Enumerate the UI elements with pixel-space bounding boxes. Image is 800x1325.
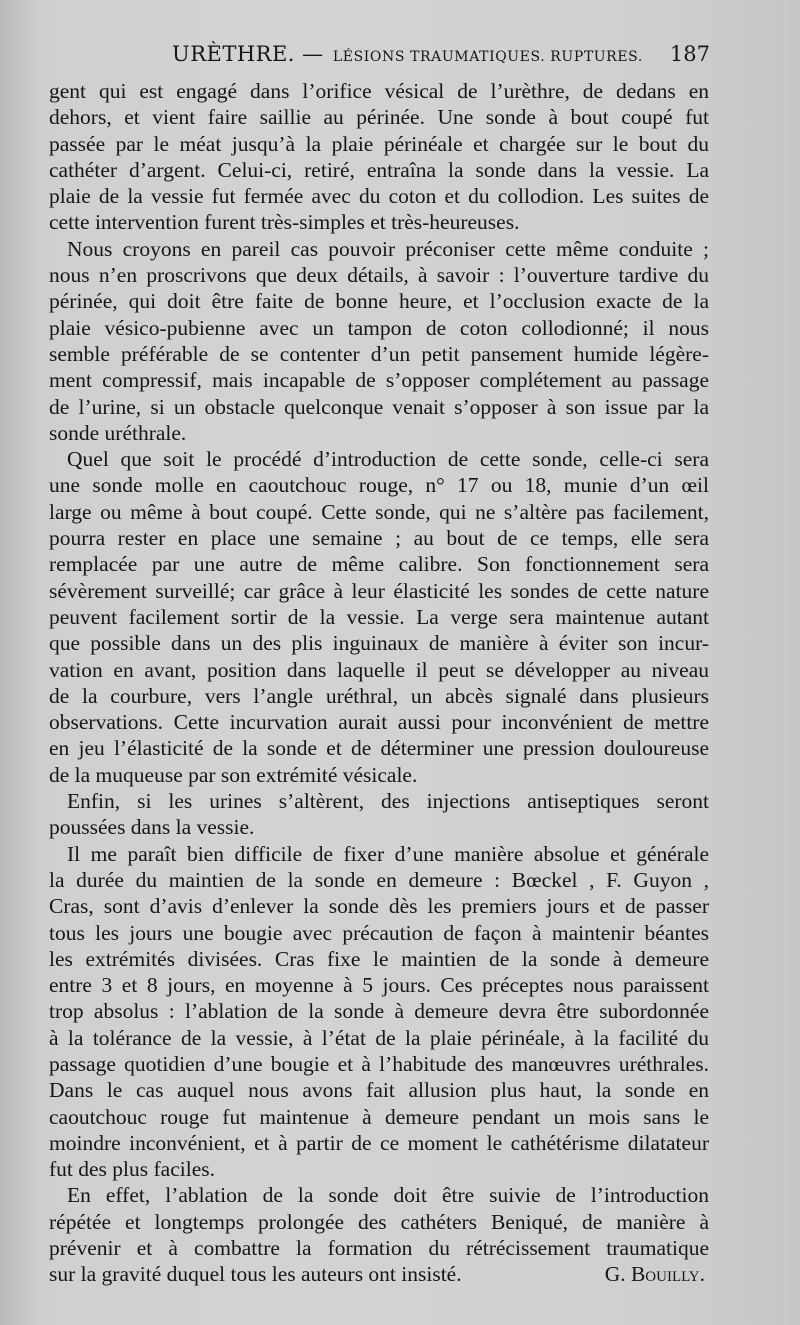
- text-line: les extrémités divisées. Cras fixe le maintien de la sonde à demeure: [49, 946, 709, 971]
- running-title-sub: LÉSIONS TRAUMATIQUES. RUPTURES.: [332, 49, 643, 65]
- text-line: entre 3 et 8 jours, en moyenne à 5 jours. Ces préceptes nous paraissent: [49, 973, 709, 998]
- text-line: de l’urine, si un obstacle quelconque venait s’opposer à son issue par la: [49, 394, 709, 419]
- text-line: cathéter d’argent. Celui-ci, retiré, entraîna la sonde dans la vessie. La: [49, 157, 709, 182]
- text-line: plaie de la vessie fut fermée avec du coton et du collodion. Les suites de: [49, 184, 709, 209]
- text-line: nous n’en proscrivons que deux détails, à savoir : l’ouverture tardive du: [49, 263, 709, 288]
- text-line: dehors, et vient faire saillie au périnée. Une sonde à bout coupé fut: [49, 105, 709, 130]
- text-line: périnée, qui doit être faite de bonne heure, et l’occlusion exacte de la: [49, 289, 709, 314]
- text-line: poussées dans la vessie.: [49, 815, 255, 840]
- text-line: la durée du maintien de la sonde en demeure : Bœckel , F. Guyon ,: [49, 867, 709, 892]
- text-line: ment compressif, mais incapable de s’opposer complétement au passage: [49, 368, 709, 393]
- text-line: que possible dans un des plis inguinaux de manière à éviter son incur-: [49, 631, 709, 656]
- text-line: une sonde molle en caoutchouc rouge, n° 17 ou 18, munie d’un œil: [49, 473, 709, 498]
- text-line: prévenir et à combattre la formation du rétrécissement traumatique: [49, 1236, 709, 1261]
- text-line: à la tolérance de la vessie, à l’état de la plaie périnéale, à la facilité du: [49, 1025, 709, 1050]
- closing-line: [49, 1261, 709, 1287]
- text-line: semble préférable de se contenter d’un petit pansement humide légère-: [49, 341, 709, 366]
- paragraph-start-line: Nous croyons en pareil cas pouvoir préconiser cette même conduite ;: [67, 236, 709, 261]
- text-line: pourra rester en place une semaine ; au bout de ce temps, elle sera: [49, 526, 709, 551]
- text-line: plaie vésico-pubienne avec un tampon de coton collodionné; il nous: [49, 315, 709, 340]
- text-line: de la courbure, vers l’angle uréthral, un abcès signalé dans plusieurs: [49, 683, 709, 708]
- text-line: répétée et longtemps prolongée des cathéters Beniqué, de manière à: [49, 1209, 709, 1234]
- text-line: remplacée par une autre de même calibre. Son fonctionnement sera: [49, 552, 709, 577]
- paragraph-start-line: Enfin, si les urines s’altèrent, des injections antiseptiques seront: [67, 789, 709, 814]
- running-title: [172, 42, 643, 66]
- page-number: 187: [669, 42, 710, 66]
- closing-text: sur la gravité duquel tous les auteurs ont insisté.: [49, 1262, 462, 1287]
- text-line: passée par le méat jusqu’à la plaie périnéale et chargée sur le bout du: [49, 131, 709, 156]
- text-line: vation en avant, position dans laquelle il peut se développer au niveau: [49, 657, 709, 682]
- text-line: de la muqueuse par son extrémité vésicale.: [49, 762, 418, 787]
- author-signature: G. Bouilly.: [604, 1262, 705, 1287]
- text-line: observations. Cette incurvation aurait aussi pour inconvénient de mettre: [49, 710, 709, 735]
- text-line: caoutchouc rouge fut maintenue à demeure pendant un mois sans le: [49, 1104, 709, 1129]
- text-line: sonde uréthrale.: [49, 420, 187, 445]
- text-line: trop absolus : l’ablation de la sonde à demeure devra être subordonnée: [49, 999, 709, 1024]
- text-line: en jeu l’élasticité de la sonde et de déterminer une pression douloureuse: [49, 736, 709, 761]
- running-header: [50, 42, 710, 74]
- paragraph-start-line: Il me paraît bien difficile de fixer d’une manière absolue et générale: [67, 841, 709, 866]
- text-line: moindre inconvénient, et à partir de ce moment le cathétérisme dilatateur: [49, 1130, 709, 1155]
- body-text: [49, 78, 709, 1288]
- text-line: fut des plus faciles.: [49, 1157, 215, 1182]
- running-title-main: URÈTHRE.: [172, 42, 295, 66]
- text-line: Dans le cas auquel nous avons fait allusion plus haut, la sonde en: [49, 1078, 709, 1103]
- text-line: peuvent facilement sortir de la vessie. La verge sera maintenue autant: [49, 604, 709, 629]
- text-line: tous les jours une bougie avec précaution de façon à maintenir béantes: [49, 920, 709, 945]
- text-line: gent qui est engagé dans l’orifice vésical de l’urèthre, de dedans en: [49, 79, 709, 103]
- text-line: Cras, sont d’avis d’enlever la sonde dès les premiers jours et de passer: [49, 894, 709, 919]
- text-line: sévèrement surveillé; car grâce à leur élasticité les sondes de cette nature: [49, 578, 709, 603]
- text-line: large ou même à bout coupé. Cette sonde, qui ne s’altère pas facilement,: [49, 499, 709, 524]
- running-title-dash: —: [302, 42, 324, 66]
- text-line: cette intervention furent très-simples et très-heureuses.: [49, 210, 520, 235]
- paragraph-start-line: En effet, l’ablation de la sonde doit être suivie de l’introduction: [67, 1183, 709, 1208]
- text-line: passage quotidien d’une bougie et à l’habitude des manœuvres uréthrales.: [49, 1051, 709, 1076]
- paragraph-start-line: Quel que soit le procédé d’introduction de cette sonde, celle-ci sera: [67, 447, 709, 472]
